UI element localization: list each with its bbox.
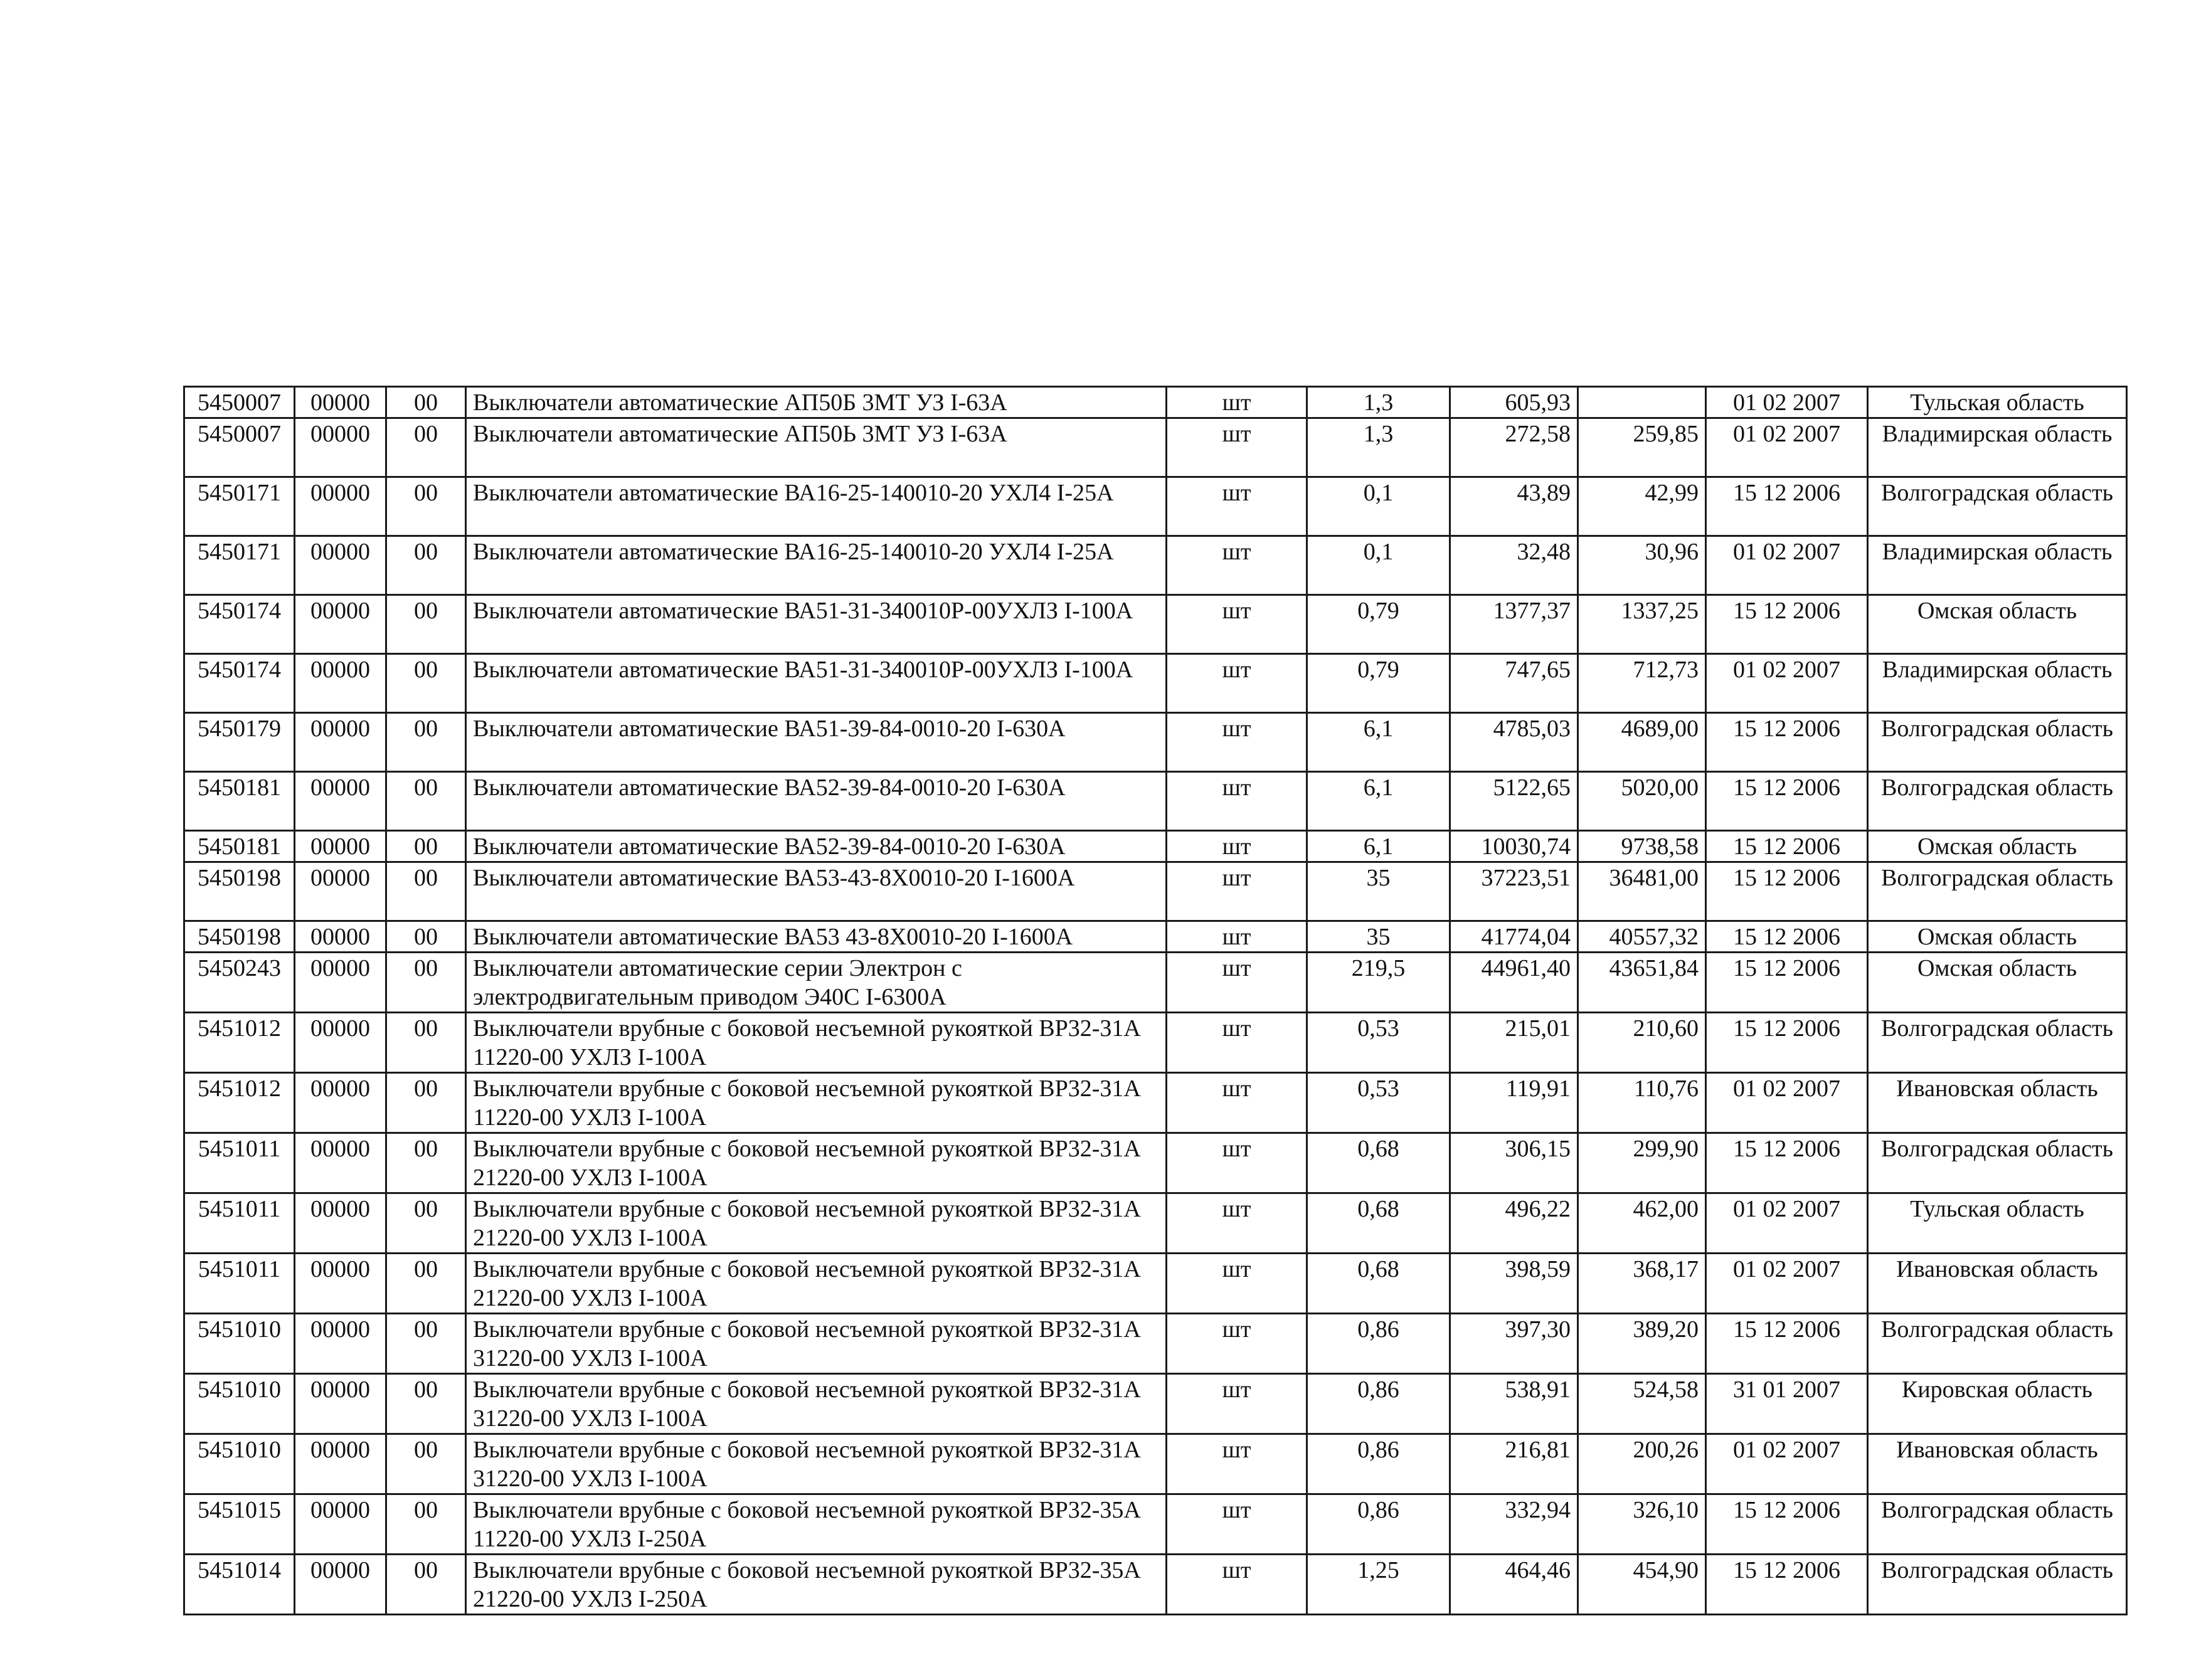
sub-code-cell: 00000 — [295, 418, 386, 477]
unit-cell: шт — [1167, 1374, 1307, 1434]
price-cell: 42,99 — [1578, 477, 1706, 536]
price-with-vat-cell: 119,91 — [1450, 1073, 1578, 1133]
price-with-vat-cell: 306,15 — [1450, 1133, 1578, 1193]
price-with-vat-cell: 398,59 — [1450, 1254, 1578, 1314]
group-code-cell: 00 — [386, 418, 466, 477]
unit-cell: шт — [1167, 1314, 1307, 1374]
product-name-cell: Выключатели автоматические ВА51-31-340010Р-00УХЛЗ I-100А — [466, 654, 1167, 713]
unit-cell: шт — [1167, 921, 1307, 953]
group-code-cell: 00 — [386, 595, 466, 654]
unit-cell: шт — [1167, 713, 1307, 772]
table-row — [184, 713, 2127, 772]
weight-cell: 1,3 — [1307, 387, 1450, 418]
group-code-cell: 00 — [386, 831, 466, 862]
unit-cell: шт — [1167, 418, 1307, 477]
date-cell: 01 02 2007 — [1706, 1434, 1868, 1494]
group-code-cell: 00 — [386, 953, 466, 1013]
item-code-cell: 5450179 — [184, 713, 295, 772]
region-cell: Волгоградская область — [1868, 1314, 2127, 1374]
table-row — [184, 831, 2127, 862]
group-code-cell: 00 — [386, 1555, 466, 1615]
sub-code-cell: 00000 — [295, 831, 386, 862]
price-cell: 40557,32 — [1578, 921, 1706, 953]
region-cell: Владимирская область — [1868, 654, 2127, 713]
sub-code-cell: 00000 — [295, 595, 386, 654]
table-row — [184, 536, 2127, 595]
sub-code-cell: 00000 — [295, 536, 386, 595]
item-code-cell: 5450181 — [184, 831, 295, 862]
date-cell: 15 12 2006 — [1706, 831, 1868, 862]
sub-code-cell: 00000 — [295, 772, 386, 831]
item-code-cell: 5451011 — [184, 1254, 295, 1314]
price-cell: 389,20 — [1578, 1314, 1706, 1374]
table-row — [184, 1434, 2127, 1494]
unit-cell: шт — [1167, 1073, 1307, 1133]
price-cell: 368,17 — [1578, 1254, 1706, 1314]
price-cell: 5020,00 — [1578, 772, 1706, 831]
item-code-cell: 5450174 — [184, 595, 295, 654]
product-name-cell: Выключатели автоматические ВА53-43-8Х0010-20 I-1600А — [466, 862, 1167, 921]
unit-cell: шт — [1167, 1193, 1307, 1254]
price-cell: 30,96 — [1578, 536, 1706, 595]
date-cell: 15 12 2006 — [1706, 772, 1868, 831]
group-code-cell: 00 — [386, 1013, 466, 1073]
sub-code-cell: 00000 — [295, 1013, 386, 1073]
price-cell: 259,85 — [1578, 418, 1706, 477]
sub-code-cell: 00000 — [295, 1073, 386, 1133]
sub-code-cell: 00000 — [295, 387, 386, 418]
price-with-vat-cell: 37223,51 — [1450, 862, 1578, 921]
date-cell: 15 12 2006 — [1706, 921, 1868, 953]
date-cell: 01 02 2007 — [1706, 1193, 1868, 1254]
weight-cell: 6,1 — [1307, 831, 1450, 862]
product-name-cell: Выключатели врубные с боковой несъемной рукояткой ВР32-31А 11220-00 УХЛЗ I-100А — [466, 1013, 1167, 1073]
region-cell: Волгоградская область — [1868, 1133, 2127, 1193]
group-code-cell: 00 — [386, 1193, 466, 1254]
item-code-cell: 5451010 — [184, 1434, 295, 1494]
unit-cell: шт — [1167, 1254, 1307, 1314]
item-code-cell: 5450198 — [184, 921, 295, 953]
date-cell: 15 12 2006 — [1706, 595, 1868, 654]
table-row — [184, 1254, 2127, 1314]
product-name-cell: Выключатели автоматические ВА51-39-84-0010-20 I-630А — [466, 713, 1167, 772]
item-code-cell: 5450007 — [184, 387, 295, 418]
unit-cell: шт — [1167, 654, 1307, 713]
group-code-cell: 00 — [386, 713, 466, 772]
sub-code-cell: 00000 — [295, 921, 386, 953]
table-row — [184, 1314, 2127, 1374]
table-row — [184, 953, 2127, 1013]
group-code-cell: 00 — [386, 1494, 466, 1555]
table-row — [184, 1133, 2127, 1193]
item-code-cell: 5451014 — [184, 1555, 295, 1615]
price-cell: 200,26 — [1578, 1434, 1706, 1494]
date-cell: 15 12 2006 — [1706, 1133, 1868, 1193]
region-cell: Волгоградская область — [1868, 477, 2127, 536]
price-with-vat-cell: 10030,74 — [1450, 831, 1578, 862]
weight-cell: 35 — [1307, 921, 1450, 953]
weight-cell: 1,3 — [1307, 418, 1450, 477]
group-code-cell: 00 — [386, 1073, 466, 1133]
table-row — [184, 477, 2127, 536]
group-code-cell: 00 — [386, 1254, 466, 1314]
unit-cell: шт — [1167, 1494, 1307, 1555]
price-table — [183, 386, 2128, 1615]
region-cell: Волгоградская область — [1868, 1494, 2127, 1555]
weight-cell: 0,68 — [1307, 1254, 1450, 1314]
price-with-vat-cell: 332,94 — [1450, 1494, 1578, 1555]
product-name-cell: Выключатели врубные с боковой несъемной рукояткой ВР32-35А 21220-00 УХЛЗ I-250А — [466, 1555, 1167, 1615]
region-cell: Волгоградская область — [1868, 772, 2127, 831]
price-with-vat-cell: 1377,37 — [1450, 595, 1578, 654]
date-cell: 15 12 2006 — [1706, 1013, 1868, 1073]
price-cell: 36481,00 — [1578, 862, 1706, 921]
price-cell: 712,73 — [1578, 654, 1706, 713]
price-cell: 43651,84 — [1578, 953, 1706, 1013]
table-row — [184, 1073, 2127, 1133]
region-cell: Ивановская область — [1868, 1434, 2127, 1494]
price-with-vat-cell: 4785,03 — [1450, 713, 1578, 772]
weight-cell: 0,68 — [1307, 1133, 1450, 1193]
table-row — [184, 595, 2127, 654]
sub-code-cell: 00000 — [295, 654, 386, 713]
price-cell: 454,90 — [1578, 1555, 1706, 1615]
unit-cell: шт — [1167, 595, 1307, 654]
date-cell: 15 12 2006 — [1706, 862, 1868, 921]
weight-cell: 0,1 — [1307, 536, 1450, 595]
group-code-cell: 00 — [386, 536, 466, 595]
group-code-cell: 00 — [386, 921, 466, 953]
unit-cell: шт — [1167, 772, 1307, 831]
unit-cell: шт — [1167, 1013, 1307, 1073]
group-code-cell: 00 — [386, 654, 466, 713]
table-row — [184, 1193, 2127, 1254]
table-row — [184, 1494, 2127, 1555]
sub-code-cell: 00000 — [295, 862, 386, 921]
product-name-cell: Выключатели врубные с боковой несъемной рукояткой ВР32-31А 31220-00 УХЛЗ I-100А — [466, 1374, 1167, 1434]
group-code-cell: 00 — [386, 1434, 466, 1494]
product-name-cell: Выключатели автоматические ВА52-39-84-0010-20 I-630А — [466, 772, 1167, 831]
table-row — [184, 418, 2127, 477]
product-name-cell: Выключатели автоматические ВА51-31-340010Р-00УХЛЗ I-100А — [466, 595, 1167, 654]
region-cell: Ивановская область — [1868, 1073, 2127, 1133]
product-name-cell: Выключатели автоматические АП50Ь 3МТ УЗ I-63А — [466, 418, 1167, 477]
date-cell: 15 12 2006 — [1706, 477, 1868, 536]
item-code-cell: 5450181 — [184, 772, 295, 831]
weight-cell: 0,86 — [1307, 1434, 1450, 1494]
product-name-cell: Выключатели автоматические АП50Б 3МТ УЗ I-63А — [466, 387, 1167, 418]
date-cell: 01 02 2007 — [1706, 1254, 1868, 1314]
sub-code-cell: 00000 — [295, 1494, 386, 1555]
region-cell: Волгоградская область — [1868, 862, 2127, 921]
date-cell: 01 02 2007 — [1706, 387, 1868, 418]
group-code-cell: 00 — [386, 1133, 466, 1193]
region-cell: Тульская область — [1868, 1193, 2127, 1254]
weight-cell: 0,53 — [1307, 1013, 1450, 1073]
table-row — [184, 1555, 2127, 1615]
date-cell: 01 02 2007 — [1706, 536, 1868, 595]
region-cell: Тульская область — [1868, 387, 2127, 418]
price-with-vat-cell: 43,89 — [1450, 477, 1578, 536]
price-with-vat-cell: 44961,40 — [1450, 953, 1578, 1013]
price-with-vat-cell: 605,93 — [1450, 387, 1578, 418]
date-cell: 15 12 2006 — [1706, 1314, 1868, 1374]
region-cell: Омская область — [1868, 595, 2127, 654]
price-with-vat-cell: 272,58 — [1450, 418, 1578, 477]
price-cell: 1337,25 — [1578, 595, 1706, 654]
table-row — [184, 387, 2127, 418]
price-with-vat-cell: 747,65 — [1450, 654, 1578, 713]
price-with-vat-cell: 397,30 — [1450, 1314, 1578, 1374]
item-code-cell: 5450171 — [184, 477, 295, 536]
weight-cell: 35 — [1307, 862, 1450, 921]
date-cell: 01 02 2007 — [1706, 654, 1868, 713]
table-row — [184, 862, 2127, 921]
group-code-cell: 00 — [386, 772, 466, 831]
price-cell: 524,58 — [1578, 1374, 1706, 1434]
weight-cell: 219,5 — [1307, 953, 1450, 1013]
product-name-cell: Выключатели врубные с боковой несъемной рукояткой ВР32-31А 31220-00 УХЛЗ I-100А — [466, 1314, 1167, 1374]
product-name-cell: Выключатели врубные с боковой несъемной рукояткой ВР32-31А 21220-00 УХЛЗ I-100А — [466, 1133, 1167, 1193]
date-cell: 01 02 2007 — [1706, 1073, 1868, 1133]
unit-cell: шт — [1167, 536, 1307, 595]
product-name-cell: Выключатели автоматические серии Электрон с электродвигательным приводом Э40С I-6300А — [466, 953, 1167, 1013]
price-cell: 4689,00 — [1578, 713, 1706, 772]
sub-code-cell: 00000 — [295, 713, 386, 772]
price-cell: 326,10 — [1578, 1494, 1706, 1555]
sub-code-cell: 00000 — [295, 1374, 386, 1434]
date-cell: 31 01 2007 — [1706, 1374, 1868, 1434]
item-code-cell: 5451010 — [184, 1314, 295, 1374]
price-cell — [1578, 387, 1706, 418]
price-cell: 9738,58 — [1578, 831, 1706, 862]
item-code-cell: 5450174 — [184, 654, 295, 713]
date-cell: 15 12 2006 — [1706, 1494, 1868, 1555]
date-cell: 01 02 2007 — [1706, 418, 1868, 477]
unit-cell: шт — [1167, 862, 1307, 921]
weight-cell: 0,79 — [1307, 595, 1450, 654]
product-name-cell: Выключатели врубные с боковой несъемной рукояткой ВР32-31А 21220-00 УХЛЗ I-100А — [466, 1254, 1167, 1314]
weight-cell: 0,86 — [1307, 1374, 1450, 1434]
unit-cell: шт — [1167, 1434, 1307, 1494]
region-cell: Волгоградская область — [1868, 1013, 2127, 1073]
group-code-cell: 00 — [386, 1374, 466, 1434]
table-row — [184, 921, 2127, 953]
date-cell: 15 12 2006 — [1706, 713, 1868, 772]
date-cell: 15 12 2006 — [1706, 953, 1868, 1013]
region-cell: Ивановская область — [1868, 1254, 2127, 1314]
table-row — [184, 772, 2127, 831]
sub-code-cell: 00000 — [295, 953, 386, 1013]
weight-cell: 0,86 — [1307, 1494, 1450, 1555]
sub-code-cell: 00000 — [295, 1254, 386, 1314]
price-with-vat-cell: 538,91 — [1450, 1374, 1578, 1434]
group-code-cell: 00 — [386, 1314, 466, 1374]
item-code-cell: 5450198 — [184, 862, 295, 921]
sub-code-cell: 00000 — [295, 477, 386, 536]
weight-cell: 1,25 — [1307, 1555, 1450, 1615]
sub-code-cell: 00000 — [295, 1314, 386, 1374]
weight-cell: 0,79 — [1307, 654, 1450, 713]
table-row — [184, 1374, 2127, 1434]
region-cell: Кировская область — [1868, 1374, 2127, 1434]
unit-cell: шт — [1167, 477, 1307, 536]
weight-cell: 6,1 — [1307, 713, 1450, 772]
product-name-cell: Выключатели автоматические ВА16-25-140010-20 УХЛ4 I-25А — [466, 536, 1167, 595]
region-cell: Омская область — [1868, 831, 2127, 862]
item-code-cell: 5451015 — [184, 1494, 295, 1555]
unit-cell: шт — [1167, 1555, 1307, 1615]
product-name-cell: Выключатели врубные с боковой несъемной рукояткой ВР32-31А 11220-00 УХЛЗ I-100А — [466, 1073, 1167, 1133]
sub-code-cell: 00000 — [295, 1555, 386, 1615]
weight-cell: 6,1 — [1307, 772, 1450, 831]
sub-code-cell: 00000 — [295, 1133, 386, 1193]
table-row — [184, 1013, 2127, 1073]
group-code-cell: 00 — [386, 477, 466, 536]
weight-cell: 0,86 — [1307, 1314, 1450, 1374]
price-cell: 299,90 — [1578, 1133, 1706, 1193]
table-row — [184, 654, 2127, 713]
unit-cell: шт — [1167, 387, 1307, 418]
item-code-cell: 5450243 — [184, 953, 295, 1013]
item-code-cell: 5450007 — [184, 418, 295, 477]
price-with-vat-cell: 464,46 — [1450, 1555, 1578, 1615]
price-cell: 462,00 — [1578, 1193, 1706, 1254]
date-cell: 15 12 2006 — [1706, 1555, 1868, 1615]
unit-cell: шт — [1167, 831, 1307, 862]
price-cell: 110,76 — [1578, 1073, 1706, 1133]
region-cell: Волгоградская область — [1868, 1555, 2127, 1615]
table-body — [184, 387, 2127, 1615]
region-cell: Владимирская область — [1868, 418, 2127, 477]
item-code-cell: 5451011 — [184, 1193, 295, 1254]
group-code-cell: 00 — [386, 862, 466, 921]
weight-cell: 0,1 — [1307, 477, 1450, 536]
unit-cell: шт — [1167, 953, 1307, 1013]
item-code-cell: 5451012 — [184, 1073, 295, 1133]
region-cell: Омская область — [1868, 921, 2127, 953]
unit-cell: шт — [1167, 1133, 1307, 1193]
product-name-cell: Выключатели врубные с боковой несъемной рукояткой ВР32-35А 11220-00 УХЛЗ I-250А — [466, 1494, 1167, 1555]
region-cell: Владимирская область — [1868, 536, 2127, 595]
product-name-cell: Выключатели врубные с боковой несъемной рукояткой ВР32-31А 31220-00 УХЛЗ I-100А — [466, 1434, 1167, 1494]
product-name-cell: Выключатели врубные с боковой несъемной рукояткой ВР32-31А 21220-00 УХЛЗ I-100А — [466, 1193, 1167, 1254]
price-with-vat-cell: 496,22 — [1450, 1193, 1578, 1254]
item-code-cell: 5451011 — [184, 1133, 295, 1193]
product-name-cell: Выключатели автоматические ВА52-39-84-0010-20 I-630А — [466, 831, 1167, 862]
price-with-vat-cell: 215,01 — [1450, 1013, 1578, 1073]
price-with-vat-cell: 216,81 — [1450, 1434, 1578, 1494]
item-code-cell: 5451010 — [184, 1374, 295, 1434]
weight-cell: 0,68 — [1307, 1193, 1450, 1254]
sub-code-cell: 00000 — [295, 1193, 386, 1254]
region-cell: Волгоградская область — [1868, 713, 2127, 772]
group-code-cell: 00 — [386, 387, 466, 418]
item-code-cell: 5451012 — [184, 1013, 295, 1073]
item-code-cell: 5450171 — [184, 536, 295, 595]
weight-cell: 0,53 — [1307, 1073, 1450, 1133]
price-cell: 210,60 — [1578, 1013, 1706, 1073]
price-with-vat-cell: 5122,65 — [1450, 772, 1578, 831]
price-with-vat-cell: 32,48 — [1450, 536, 1578, 595]
price-with-vat-cell: 41774,04 — [1450, 921, 1578, 953]
product-name-cell: Выключатели автоматические ВА53 43-8Х0010-20 I-1600А — [466, 921, 1167, 953]
sub-code-cell: 00000 — [295, 1434, 386, 1494]
product-name-cell: Выключатели автоматические ВА16-25-140010-20 УХЛ4 I-25А — [466, 477, 1167, 536]
region-cell: Омская область — [1868, 953, 2127, 1013]
